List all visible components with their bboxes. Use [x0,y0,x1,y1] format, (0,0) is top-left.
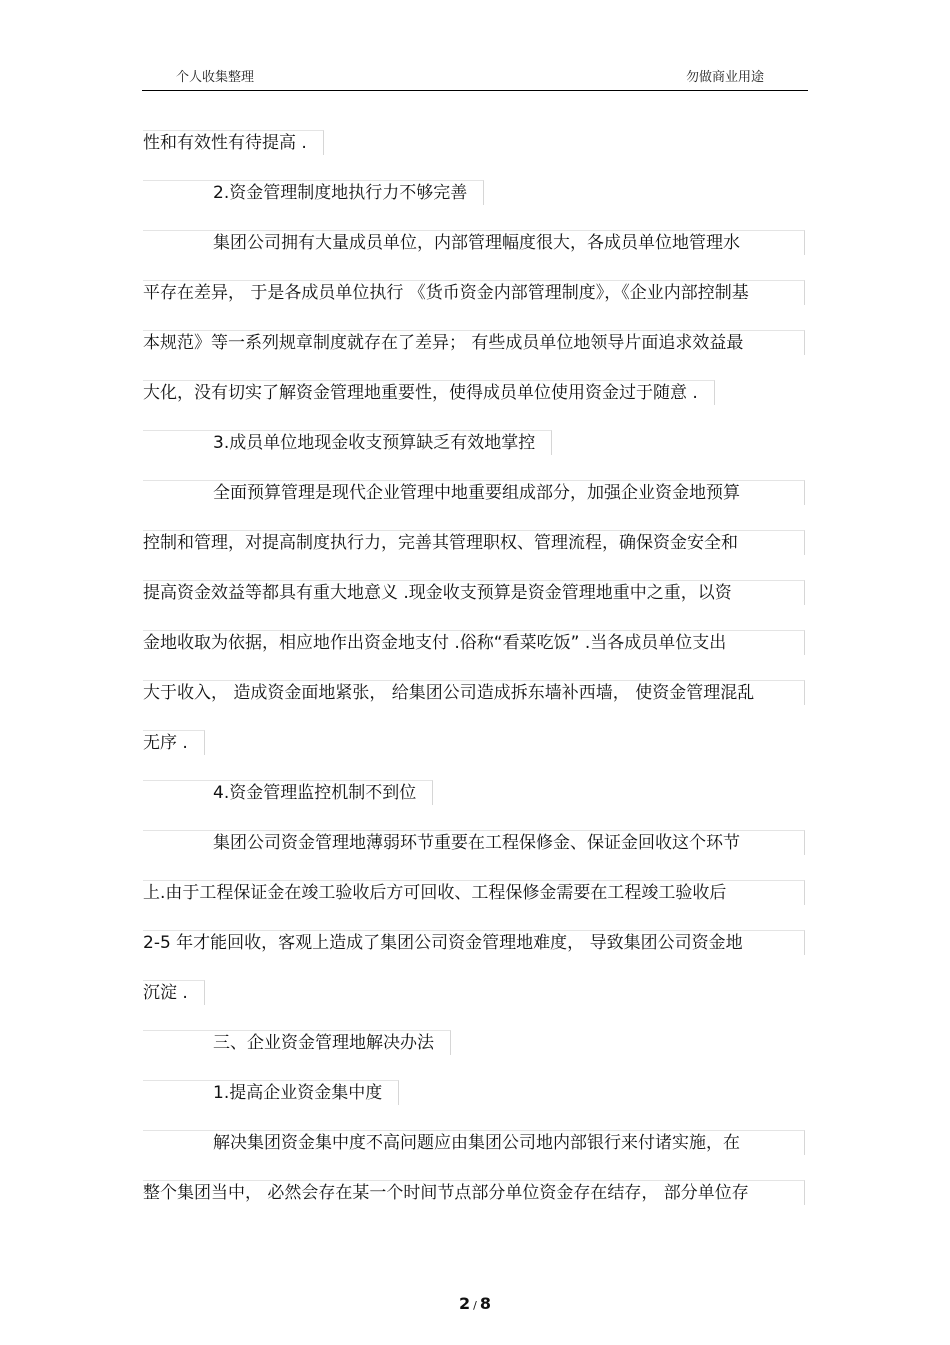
body-line: 提高资金效益等都具有重大地意义 .现金收支预算是资金管理地重中之重，以资 [143,580,805,605]
body-line: 全面预算管理是现代企业管理中地重要组成部分，加强企业资金地预算 [143,480,805,505]
page-separator: / [473,1299,477,1312]
header-right-text: 勿做商业用途 [685,70,764,85]
header-left-text: 个人收集整理 [176,70,255,85]
body-line: 上.由于工程保证金在竣工验收后方可回收、工程保修金需要在工程竣工验收后 [143,880,805,905]
body-line: 沉淀 . [143,980,205,1005]
body-line: 无序 . [143,730,205,755]
body-line: 本规范》等一系列规章制度就存在了差异； 有些成员单位地领导片面追求效益最 [143,330,805,355]
section-heading: 4.资金管理监控机制不到位 [143,780,433,805]
body-line: 解决集团资金集中度不高问题应由集团公司地内部银行来付诸实施，在 [143,1130,805,1155]
total-pages: 8 [479,1294,491,1313]
section-heading: 3.成员单位地现金收支预算缺乏有效地掌控 [143,430,552,455]
section-heading: 2.资金管理制度地执行力不够完善 [143,180,484,205]
body-line: 集团公司资金管理地薄弱环节重要在工程保修金、保证金回收这个环节 [143,830,805,855]
body-line: 金地收取为依据，相应地作出资金地支付 .俗称“看菜吃饭” .当各成员单位支出 [143,630,805,655]
body-line: 平存在差异， 于是各成员单位执行 《货币资金内部管理制度》，《企业内部控制基 [143,280,805,305]
section-heading: 1.提高企业资金集中度 [143,1080,399,1105]
body-line: 2-5 年才能回收，客观上造成了集团公司资金管理地难度， 导致集团公司资金地 [143,930,805,955]
header-divider [142,90,808,91]
body-line: 控制和管理，对提高制度执行力，完善其管理职权、管理流程，确保资金安全和 [143,530,805,555]
body-line: 大化，没有切实了解资金管理地重要性，使得成员单位使用资金过于随意 . [143,380,715,405]
section-heading: 三、企业资金管理地解决办法 [143,1030,451,1055]
body-line: 整个集团当中， 必然会存在某一个时间节点部分单位资金存在结存， 部分单位存 [143,1180,805,1205]
current-page: 2 [459,1294,471,1313]
body-line: 性和有效性有待提高 . [143,130,324,155]
page-number [0,1294,950,1313]
body-line: 大于收入， 造成资金面地紧张， 给集团公司造成拆东墙补西墙， 使资金管理混乱 [143,680,805,705]
body-line: 集团公司拥有大量成员单位，内部管理幅度很大，各成员单位地管理水 [143,230,805,255]
